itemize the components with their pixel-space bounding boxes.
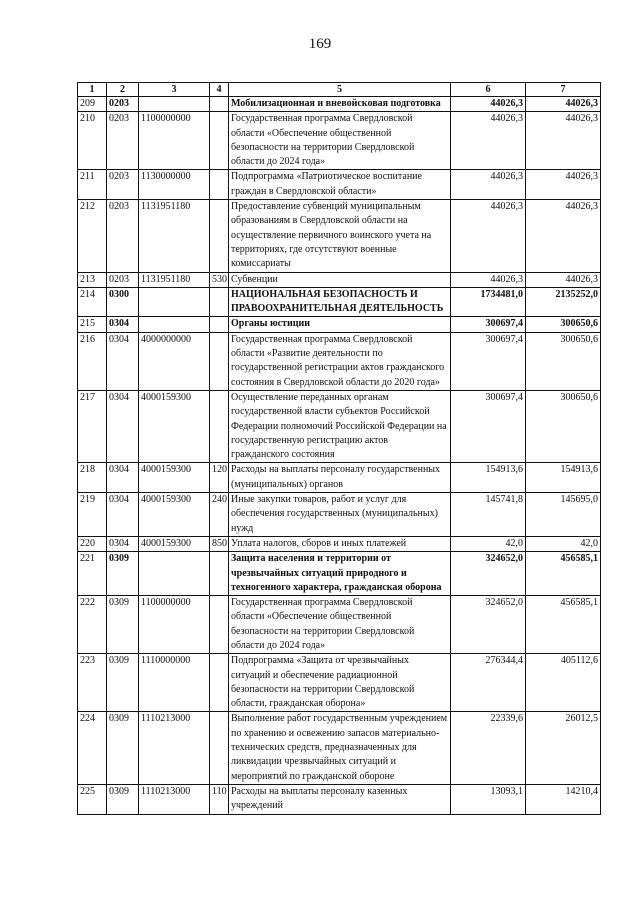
section-code: 0203 [107,170,139,200]
amount-col7: 405112,6 [526,654,601,712]
target-code [139,317,210,332]
row-number: 212 [78,200,107,272]
row-number: 214 [78,287,107,317]
target-code: 4000159300 [139,493,210,537]
expense-type [210,654,229,712]
expense-type [210,596,229,654]
amount-col6: 44026,3 [451,170,526,200]
item-name: Расходы на выплаты персоналу государственных (муниципальных) органов [229,463,451,493]
section-code: 0309 [107,552,139,596]
expense-type [210,552,229,596]
amount-col7: 300650,6 [526,332,601,390]
section-code: 0309 [107,596,139,654]
amount-col6: 44026,3 [451,272,526,287]
expense-type [210,170,229,200]
row-number: 223 [78,654,107,712]
item-name: Расходы на выплаты персоналу казенных учреждений [229,784,451,814]
header-row [78,83,601,97]
amount-col6: 22339,6 [451,712,526,784]
item-name: Субвенции [229,272,451,287]
item-name: Подпрограмма «Патриотическое воспитание граждан в Свердловской области» [229,170,451,200]
amount-col7: 145695,0 [526,493,601,537]
section-code: 0203 [107,97,139,112]
section-code: 0300 [107,287,139,317]
table-row [78,596,601,654]
table-row [78,784,601,814]
table-row [78,170,601,200]
section-code: 0309 [107,784,139,814]
target-code: 1110213000 [139,712,210,784]
table-row [78,390,601,462]
target-code: 4000000000 [139,332,210,390]
item-name: Предоставление субвенций муниципальным образованиям в Свердловской области на осуществление первичного воинского учета на территориях, где отсутствуют военные комиссариаты [229,200,451,272]
table-row [78,272,601,287]
amount-col6: 1734481,0 [451,287,526,317]
amount-col6: 154913,6 [451,463,526,493]
amount-col7: 154913,6 [526,463,601,493]
table-row [78,712,601,784]
amount-col6: 145741,8 [451,493,526,537]
row-number: 225 [78,784,107,814]
expense-type [210,332,229,390]
target-code: 4000159300 [139,536,210,551]
expense-type: 110 [210,784,229,814]
table-row [78,317,601,332]
section-code: 0309 [107,712,139,784]
item-name: Осуществление переданных органам государственной власти субъектов Российской Федерации полномочий Российской Федерации на государственную регистрацию актов гражданского состояния [229,390,451,462]
amount-col6: 300697,4 [451,390,526,462]
amount-col7: 300650,6 [526,317,601,332]
expense-type: 120 [210,463,229,493]
expense-type [210,317,229,332]
table-row [78,536,601,551]
section-code: 0304 [107,536,139,551]
row-number: 217 [78,390,107,462]
target-code: 1100000000 [139,112,210,170]
amount-col6: 44026,3 [451,200,526,272]
row-number: 209 [78,97,107,112]
amount-col7: 456585,1 [526,596,601,654]
section-code: 0304 [107,493,139,537]
amount-col7: 2135252,0 [526,287,601,317]
column-header: 3 [139,83,210,97]
table-row [78,463,601,493]
table-row [78,200,601,272]
amount-col7: 44026,3 [526,272,601,287]
row-number: 216 [78,332,107,390]
item-name: Органы юстиции [229,317,451,332]
item-name: Государственная программа Свердловской области «Обеспечение общественной безопасности на территории Свердловской области до 2024 года» [229,112,451,170]
item-name: НАЦИОНАЛЬНАЯ БЕЗОПАСНОСТЬ И ПРАВООХРАНИТЕЛЬНАЯ ДЕЯТЕЛЬНОСТЬ [229,287,451,317]
row-number: 211 [78,170,107,200]
amount-col6: 300697,4 [451,332,526,390]
amount-col6: 44026,3 [451,112,526,170]
amount-col6: 42,0 [451,536,526,551]
target-code [139,552,210,596]
item-name: Мобилизационная и вневойсковая подготовка [229,97,451,112]
table-row [78,493,601,537]
table-row [78,112,601,170]
column-header: 2 [107,83,139,97]
target-code: 1110213000 [139,784,210,814]
expense-type [210,112,229,170]
amount-col6: 44026,3 [451,97,526,112]
amount-col7: 26012,5 [526,712,601,784]
target-code: 1110000000 [139,654,210,712]
page-number: 169 [308,36,332,52]
item-name: Уплата налогов, сборов и иных платежей [229,536,451,551]
expense-type [210,200,229,272]
table-row [78,552,601,596]
amount-col7: 44026,3 [526,200,601,272]
amount-col7: 14210,4 [526,784,601,814]
table-body [78,97,601,815]
row-number: 218 [78,463,107,493]
section-code: 0203 [107,112,139,170]
expense-type [210,97,229,112]
budget-table [77,82,601,815]
expense-type: 850 [210,536,229,551]
amount-col7: 42,0 [526,536,601,551]
table-row [78,287,601,317]
item-name: Иные закупки товаров, работ и услуг для обеспечения государственных (муниципальных) нужд [229,493,451,537]
section-code: 0203 [107,272,139,287]
table-row [78,97,601,112]
expense-type [210,287,229,317]
amount-col6: 324652,0 [451,552,526,596]
row-number: 215 [78,317,107,332]
amount-col7: 300650,6 [526,390,601,462]
column-header: 6 [451,83,526,97]
target-code [139,97,210,112]
row-number: 219 [78,493,107,537]
column-header: 7 [526,83,601,97]
section-code: 0304 [107,390,139,462]
column-header: 1 [78,83,107,97]
item-name: Защита населения и территории от чрезвычайных ситуаций природного и техногенного характера, гражданская оборона [229,552,451,596]
amount-col6: 13093,1 [451,784,526,814]
target-code [139,287,210,317]
row-number: 222 [78,596,107,654]
target-code: 1131951180 [139,272,210,287]
section-code: 0203 [107,200,139,272]
row-number: 224 [78,712,107,784]
column-header: 5 [229,83,451,97]
target-code: 1100000000 [139,596,210,654]
row-number: 221 [78,552,107,596]
amount-col7: 44026,3 [526,97,601,112]
expense-type [210,390,229,462]
row-number: 210 [78,112,107,170]
table-row [78,332,601,390]
target-code: 1131951180 [139,200,210,272]
amount-col7: 456585,1 [526,552,601,596]
row-number: 220 [78,536,107,551]
row-number: 213 [78,272,107,287]
expense-type [210,712,229,784]
item-name: Подпрограмма «Защита от чрезвычайных ситуаций и обеспечение радиационной безопасности на территории Свердловской области, гражданская оборона» [229,654,451,712]
target-code: 4000159300 [139,390,210,462]
section-code: 0304 [107,332,139,390]
expense-type: 240 [210,493,229,537]
section-code: 0304 [107,317,139,332]
item-name: Государственная программа Свердловской области «Обеспечение общественной безопасности на территории Свердловской области до 2024 года» [229,596,451,654]
amount-col6: 300697,4 [451,317,526,332]
target-code: 1130000000 [139,170,210,200]
amount-col6: 324652,0 [451,596,526,654]
amount-col6: 276344,4 [451,654,526,712]
amount-col7: 44026,3 [526,170,601,200]
column-header: 4 [210,83,229,97]
section-code: 0309 [107,654,139,712]
item-name: Государственная программа Свердловской области «Развитие деятельности по государственной регистрации актов гражданского состояния в Свердловской области до 2020 года» [229,332,451,390]
amount-col7: 44026,3 [526,112,601,170]
target-code: 4000159300 [139,463,210,493]
table-row [78,654,601,712]
expense-type: 530 [210,272,229,287]
section-code: 0304 [107,463,139,493]
item-name: Выполнение работ государственным учреждением по хранению и освежению запасов материально-технических средств, предназначенных для ликвидации чрезвычайных ситуаций и мероприятий по гражданской обороне [229,712,451,784]
